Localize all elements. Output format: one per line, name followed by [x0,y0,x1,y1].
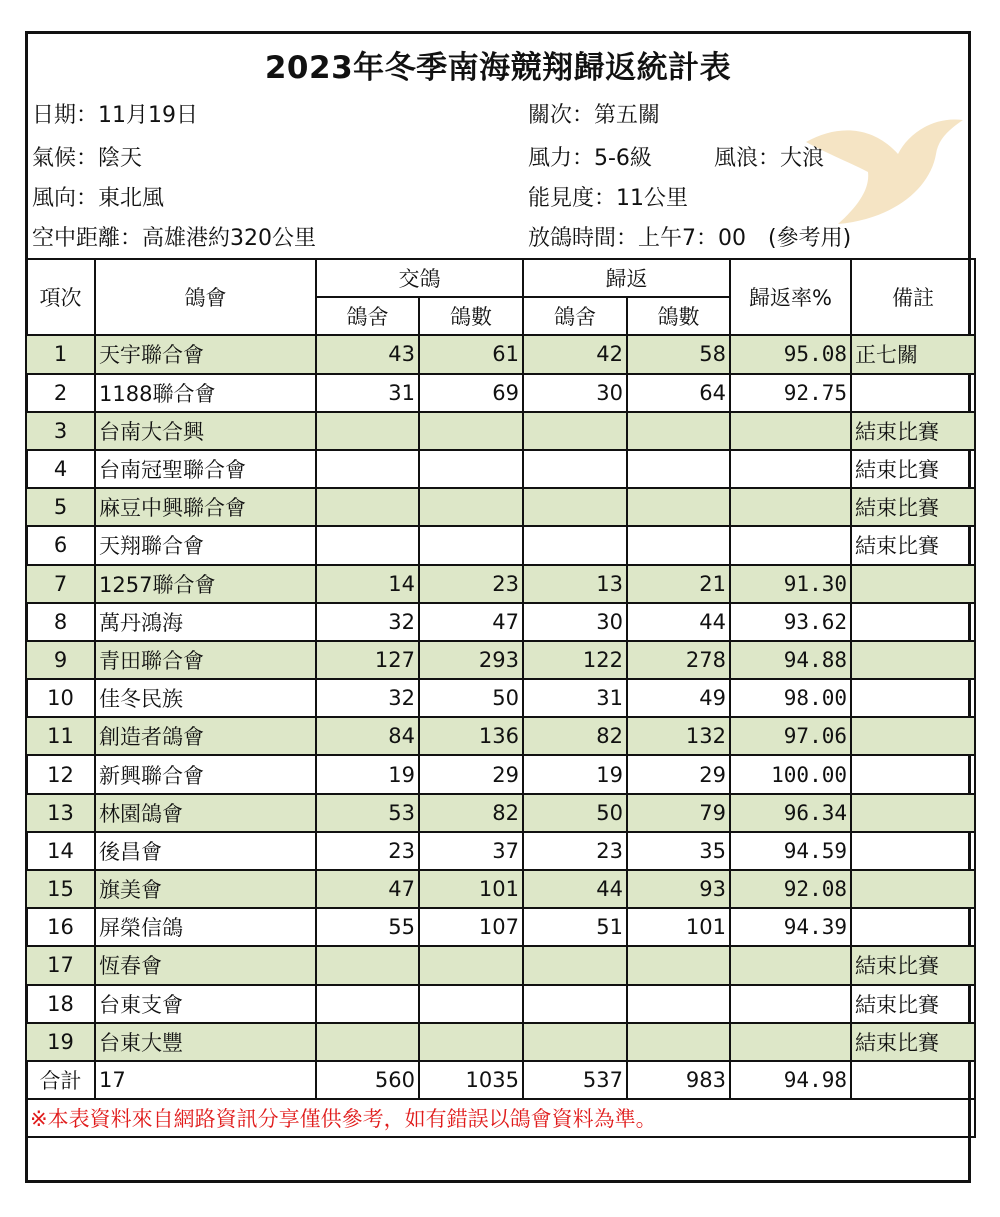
row-remark [851,755,975,793]
row-submit-lofts: 127 [316,641,419,679]
row-return-birds: 35 [627,832,730,870]
table-row [26,488,975,526]
row-return-lofts: 51 [523,908,627,946]
distance-label: 空中距離：高雄港約320公里 [32,226,316,251]
table-row [26,946,975,984]
row-rate: 96.34 [730,794,851,832]
row-submit-birds [419,946,523,984]
table-row [26,755,975,793]
row-return-birds: 21 [627,565,730,603]
row-return-lofts: 31 [523,679,627,717]
row-remark: 結束比賽 [851,450,975,488]
row-no: 10 [26,679,95,717]
row-submit-birds [419,526,523,564]
row-submit-lofts [316,450,419,488]
note-row [26,1099,975,1137]
row-rate [730,450,851,488]
row-remark: 結束比賽 [851,526,975,564]
row-club: 創造者鴿會 [95,717,316,755]
row-club: 新興聯合會 [95,755,316,793]
row-no: 2 [26,374,95,412]
row-submit-birds [419,985,523,1023]
row-submit-birds: 23 [419,565,523,603]
row-return-lofts: 23 [523,832,627,870]
wind-force-label: 風力：5-6級 [528,146,652,171]
row-no: 7 [26,565,95,603]
total-label: 合計 [26,1061,95,1099]
row-no: 16 [26,908,95,946]
col-header-remark: 備註 [851,259,975,335]
row-submit-lofts [316,985,419,1023]
dove-icon [798,94,978,234]
row-rate [730,985,851,1023]
row-club: 佳冬民族 [95,679,316,717]
row-submit-birds [419,1023,523,1061]
row-submit-lofts: 55 [316,908,419,946]
row-remark [851,832,975,870]
row-remark [851,717,975,755]
col-header-return-lofts: 鴿舍 [523,297,627,335]
row-remark: 結束比賽 [851,1023,975,1061]
row-submit-birds: 47 [419,603,523,641]
table-row [26,565,975,603]
row-return-lofts: 42 [523,335,627,373]
row-return-birds: 49 [627,679,730,717]
row-remark: 正七關 [851,335,975,373]
row-submit-lofts: 32 [316,603,419,641]
row-submit-lofts: 84 [316,717,419,755]
col-header-no: 項次 [26,259,95,335]
row-rate: 92.08 [730,870,851,908]
table-row [26,1023,975,1061]
row-no: 15 [26,870,95,908]
row-return-lofts: 44 [523,870,627,908]
row-submit-birds [419,450,523,488]
table-row [26,717,975,755]
row-return-lofts: 30 [523,603,627,641]
row-rate [730,1023,851,1061]
row-rate: 100.00 [730,755,851,793]
row-submit-birds: 61 [419,335,523,373]
row-return-birds: 58 [627,335,730,373]
row-return-lofts: 50 [523,794,627,832]
row-submit-birds: 50 [419,679,523,717]
row-club: 旗美會 [95,870,316,908]
row-rate: 92.75 [730,374,851,412]
row-return-lofts [523,488,627,526]
row-remark: 結束比賽 [851,946,975,984]
row-no: 9 [26,641,95,679]
release-time-label: 放鴿時間：上午7：00 (參考用) [528,226,852,251]
row-rate: 93.62 [730,603,851,641]
row-submit-lofts: 43 [316,335,419,373]
row-no: 11 [26,717,95,755]
row-remark: 結束比賽 [851,412,975,450]
visibility-label: 能見度：11公里 [528,186,688,211]
row-return-birds [627,946,730,984]
row-return-birds: 278 [627,641,730,679]
row-submit-birds [419,412,523,450]
table-row [26,679,975,717]
row-club: 1257聯合會 [95,565,316,603]
row-submit-lofts [316,946,419,984]
row-rate: 97.06 [730,717,851,755]
row-rate [730,488,851,526]
page-title: 2023年冬季南海競翔歸返統計表 [264,50,732,86]
table-row [26,908,975,946]
table-row [26,870,975,908]
weather-label: 氣候：陰天 [32,146,143,171]
row-no: 1 [26,335,95,373]
wind-direction-label: 風向：東北風 [32,186,165,211]
row-submit-birds: 82 [419,794,523,832]
row-club: 天翔聯合會 [95,526,316,564]
row-return-lofts [523,450,627,488]
row-submit-lofts: 32 [316,679,419,717]
row-return-birds: 101 [627,908,730,946]
row-return-birds [627,488,730,526]
col-header-club: 鴿會 [95,259,316,335]
row-club: 台南大合興 [95,412,316,450]
row-return-birds: 132 [627,717,730,755]
row-submit-lofts: 31 [316,374,419,412]
row-remark [851,603,975,641]
col-header-submit-birds: 鴿數 [419,297,523,335]
table-row [26,832,975,870]
row-submit-lofts: 23 [316,832,419,870]
row-rate: 94.39 [730,908,851,946]
row-rate: 91.30 [730,565,851,603]
table-row [26,450,975,488]
row-rate [730,526,851,564]
row-no: 8 [26,603,95,641]
row-no: 14 [26,832,95,870]
row-rate: 94.59 [730,832,851,870]
row-submit-lofts: 47 [316,870,419,908]
row-submit-lofts [316,412,419,450]
row-submit-birds: 293 [419,641,523,679]
row-submit-lofts [316,526,419,564]
row-club: 青田聯合會 [95,641,316,679]
row-no: 6 [26,526,95,564]
row-return-lofts: 30 [523,374,627,412]
waves-label: 風浪：大浪 [714,146,825,171]
row-no: 18 [26,985,95,1023]
total-club-count: 17 [95,1061,316,1099]
row-return-lofts: 122 [523,641,627,679]
row-club: 1188聯合會 [95,374,316,412]
total-remark [851,1061,975,1099]
table-row [26,985,975,1023]
col-header-submit-lofts: 鴿舍 [316,297,419,335]
row-rate: 98.00 [730,679,851,717]
row-no: 4 [26,450,95,488]
row-club: 台東支會 [95,985,316,1023]
row-return-lofts: 13 [523,565,627,603]
row-return-birds: 64 [627,374,730,412]
row-remark [851,679,975,717]
row-club: 恆春會 [95,946,316,984]
row-return-birds: 93 [627,870,730,908]
row-rate [730,946,851,984]
row-no: 5 [26,488,95,526]
row-no: 3 [26,412,95,450]
row-return-birds: 44 [627,603,730,641]
row-rate: 95.08 [730,335,851,373]
row-club: 天宇聯合會 [95,335,316,373]
row-return-lofts [523,526,627,564]
total-return-lofts: 537 [523,1061,627,1099]
col-header-submit: 交鴿 [316,259,523,297]
row-no: 17 [26,946,95,984]
row-submit-lofts [316,488,419,526]
results-table [25,258,976,1138]
row-remark [851,794,975,832]
row-submit-birds: 136 [419,717,523,755]
row-return-lofts: 19 [523,755,627,793]
row-submit-birds: 101 [419,870,523,908]
stats-sheet [25,31,971,1183]
row-remark [851,908,975,946]
row-submit-lofts: 19 [316,755,419,793]
row-rate: 94.88 [730,641,851,679]
row-club: 台南冠聖聯合會 [95,450,316,488]
row-remark: 結束比賽 [851,488,975,526]
table-row [26,335,975,373]
row-club: 麻豆中興聯合會 [95,488,316,526]
row-return-birds [627,1023,730,1061]
row-return-birds [627,412,730,450]
row-return-lofts [523,946,627,984]
row-remark [851,870,975,908]
row-return-birds [627,985,730,1023]
table-row [26,412,975,450]
total-return-birds: 983 [627,1061,730,1099]
row-return-birds [627,450,730,488]
row-return-birds: 79 [627,794,730,832]
row-remark [851,641,975,679]
row-return-lofts [523,412,627,450]
row-submit-birds: 29 [419,755,523,793]
total-rate: 94.98 [730,1061,851,1099]
row-return-birds [627,526,730,564]
round-label: 關次：第五關 [528,103,661,128]
row-submit-birds: 37 [419,832,523,870]
row-remark: 結束比賽 [851,985,975,1023]
row-rate [730,412,851,450]
table-row [26,794,975,832]
row-submit-birds [419,488,523,526]
row-no: 13 [26,794,95,832]
total-submit-lofts: 560 [316,1061,419,1099]
row-submit-lofts: 14 [316,565,419,603]
disclaimer-note: ※本表資料來自網路資訊分享僅供參考，如有錯誤以鴿會資料為準。 [26,1099,975,1137]
row-remark [851,374,975,412]
table-row [26,641,975,679]
row-no: 12 [26,755,95,793]
table-row [26,603,975,641]
row-club: 林園鴿會 [95,794,316,832]
row-no: 19 [26,1023,95,1061]
row-remark [851,565,975,603]
row-return-lofts [523,985,627,1023]
col-header-rate: 歸返率% [730,259,851,335]
row-club: 萬丹鴻海 [95,603,316,641]
row-submit-birds: 69 [419,374,523,412]
row-submit-lofts: 53 [316,794,419,832]
row-submit-lofts [316,1023,419,1061]
row-club: 屏榮信鴿 [95,908,316,946]
row-club: 台東大豐 [95,1023,316,1061]
row-submit-birds: 107 [419,908,523,946]
row-return-lofts [523,1023,627,1061]
col-header-return-birds: 鴿數 [627,297,730,335]
date-label: 日期：11月19日 [32,103,198,128]
table-row [26,526,975,564]
col-header-return: 歸返 [523,259,730,297]
row-return-lofts: 82 [523,717,627,755]
row-return-birds: 29 [627,755,730,793]
table-row [26,374,975,412]
total-row [26,1061,975,1099]
total-submit-birds: 1035 [419,1061,523,1099]
row-club: 後昌會 [95,832,316,870]
